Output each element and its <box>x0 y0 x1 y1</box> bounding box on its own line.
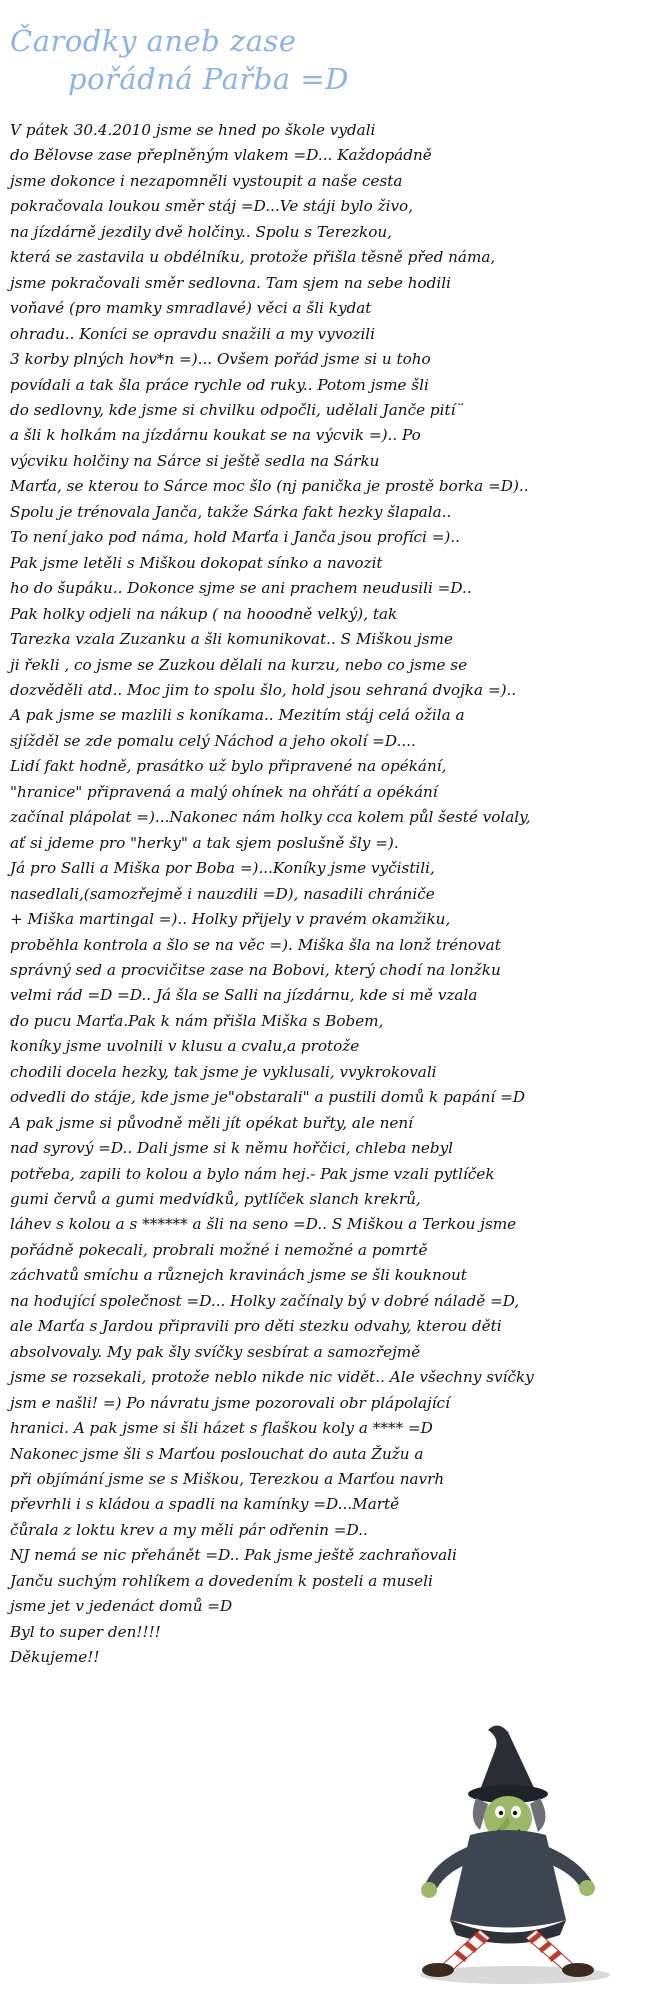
story-line: do Bělovse zase přeplněným vlakem =D... Každopádně <box>10 146 432 165</box>
story-line: ale Marťa s Jardou připravili pro děti stezku odvahy, kterou děti <box>10 1317 502 1336</box>
story-line: láhev s kolou a s ****** a šli na seno =D.. S Miškou a Terkou jsme <box>10 1215 517 1234</box>
witch-illustration <box>330 1720 650 1990</box>
story-line: V pátek 30.4.2010 jsme se hned po škole vydali <box>10 121 376 139</box>
story-line: "hranice" připravená a malý ohínek na ohřátí a opékání <box>10 782 438 801</box>
dress-shape <box>450 1830 566 1928</box>
story-line: povídali a tak šla práce rychle od ruky.. Potom jsme šli <box>10 375 429 394</box>
story-line: ji řekli , co jsme se Zuzkou dělali na kurzu, nebo co jsme se <box>10 655 468 674</box>
story-line: Marťa, se kterou to Sárce moc šlo (nj panička je prostě borka =D).. <box>10 477 529 496</box>
story-line: + Miška martingal =).. Holky přijely v pravém okamžiku, <box>10 910 451 929</box>
pupil-right-shape <box>513 1811 517 1815</box>
story-line: To není jako pod náma, hold Marťa i Janča jsou profíci =).. <box>10 528 460 547</box>
story-line: Byl to super den!!!! <box>10 1622 161 1641</box>
story-line: potřeba, zapili to kolou a bylo nám hej.- Pak jsme vzali pytlíček <box>10 1164 495 1183</box>
story-line: Janču suchým rohlíkem a dovedením k posteli a museli <box>10 1571 433 1590</box>
story-line: Pak jsme letěli s Miškou dokopat sínko a navozit <box>10 553 383 572</box>
story-line: proběhla kontrola a šlo se na věc =). Miška šla na lonž trénovat <box>10 935 501 954</box>
story-line: do sedlovny, kde jsme si chvilku odpočli, udělali Janče pití¨ <box>10 400 464 419</box>
pupil-left-shape <box>499 1811 503 1815</box>
story-line: která se zastavila u obdélníku, protože přišla těsně před náma, <box>10 248 496 267</box>
story-line: dozvěděli atd.. Moc jim to spolu šlo, hold jsou sehraná dvojka =).. <box>10 680 517 699</box>
story-line: správný sed a procvičitse zase na Bobovi, který chodí na lonžku <box>10 960 501 979</box>
story-line: chodili docela hezky, tak jsme je vyklusali, vvykrokovali <box>10 1062 437 1081</box>
story-line: nad syrový =D.. Dali jsme si k němu hořčici, chleba nebyl <box>10 1139 454 1158</box>
story-line: jsme pokračovali směr sedlovna. Tam sjem na sebe hodili <box>10 273 451 292</box>
story-line: gumi červů a gumi medvídků, pytlíček slanch krekrů, <box>10 1190 421 1209</box>
story-line: Nakonec jsme šli s Marťou poslouchat do auta Žužu a <box>10 1444 424 1463</box>
story-line: do pucu Marťa.Pak k nám přišla Miška s Bobem, <box>10 1011 384 1030</box>
story-line: jsme dokonce i nezapomněli vystoupit a naše cesta <box>10 171 403 190</box>
story-line: jsm e našli! =) Po návratu jsme pozorovali obr plápolající <box>10 1393 450 1412</box>
story-line: jsme jet v jedenáct domů =D <box>10 1597 233 1616</box>
story-line: Děkujeme!! <box>10 1648 100 1667</box>
story-line: koníky jsme uvolnili v klusu a cvalu,a protože <box>10 1037 360 1056</box>
title-line-2: pořádná Pařba =D <box>68 62 349 96</box>
story-line: převrhli i s kládou a spadli na kamínky =D...Martě <box>10 1495 400 1514</box>
article-title <box>10 22 349 98</box>
story-line: Pak holky odjeli na nákup ( na hooodně velký), tak <box>10 604 398 623</box>
story-line: Já pro Salli a Miška por Boba =)...Koníky jsme vyčistili, <box>10 859 435 878</box>
story-line: Lidí fakt hodně, prasátko už bylo připravené na opékání, <box>10 757 447 776</box>
story-line: A pak jsme se mazlili s koníkama.. Mezitím stáj celá ožila a <box>10 706 465 725</box>
article-body <box>10 118 645 1671</box>
story-line: záchvatů smíchu a různejch kravinách jsme se šli kouknout <box>10 1266 467 1285</box>
hand-right-shape <box>579 1880 595 1896</box>
hair-right-shape <box>530 1798 546 1832</box>
hat-shape <box>480 1725 536 1792</box>
story-line: pořádně pokecali, probrali možné i nemožné a pomrtě <box>10 1240 428 1259</box>
story-line: 3 korby plných hov*n =)... Ovšem pořád jsme si u toho <box>10 350 431 369</box>
story-line: nasedlali,(samozřejmě i nauzdili =D), nasadili chrániče <box>10 884 435 903</box>
hand-left-shape <box>421 1882 437 1898</box>
story-line: jsme se rozsekali, protože neblo nikde nic vidět.. Ale všechny svíčky <box>10 1368 534 1387</box>
story-line: Tarezka vzala Zuzanku a šli komunikovat.. S Miškou jsme <box>10 630 453 649</box>
story-line: pokračovala loukou směr stáj =D...Ve stáji bylo živo, <box>10 197 414 216</box>
story-line: A pak jsme si původně měli jít opékat buřty, ale není <box>10 1113 414 1132</box>
story-line: sjížděl se zde pomalu celý Náchod a jeho okolí =D.... <box>10 731 416 750</box>
story-line: a šli k holkám na jízdárnu koukat se na výcvik =).. Po <box>10 426 421 445</box>
title-line-1: Čarodky aneb zase <box>10 24 297 58</box>
story-line: při objímání jsme se s Miškou, Terezkou a Marťou navrh <box>10 1470 445 1489</box>
story-line: ho do šupáku.. Dokonce sjme se ani prachem neudusili =D.. <box>10 579 472 598</box>
story-line: absolvovaly. My pak šly svíčky sesbírat a samozřejmě <box>10 1342 421 1361</box>
story-line: výcviku holčiny na Sárce si ještě sedla na Sárku <box>10 451 380 470</box>
story-line: hranici. A pak jsme si šli házet s flaškou koly a **** =D <box>10 1419 433 1438</box>
story-line: velmi rád =D =D.. Já šla se Salli na jízdárnu, kde si mě vzala <box>10 986 478 1005</box>
story-line: ať si jdeme pro "herky" a tak sjem poslušně šly =). <box>10 833 399 852</box>
story-line: na jízdárně jezdily dvě holčiny.. Spolu s Terezkou, <box>10 222 392 241</box>
story-line: Spolu je trénovala Janča, takže Sárka fakt hezky šlapala.. <box>10 502 452 521</box>
story-line: začínal plápolat =)...Nakonec nám holky cca kolem půl šesté volaly, <box>10 808 531 827</box>
story-line: čůrala z loktu krev a my měli pár odřenin =D.. <box>10 1520 368 1539</box>
story-line: ohradu.. Koníci se opravdu snažili a my vyvozili <box>10 324 376 343</box>
story-line: odvedli do stáje, kde jsme je"obstarali" a pustili domů k papání =D <box>10 1088 526 1107</box>
story-line: NJ nemá se nic přehánět =D.. Pak jsme ještě zachraňovali <box>10 1546 457 1565</box>
story-line: voňavé (pro mamky smradlavé) věci a šli kydat <box>10 299 372 318</box>
story-line: na hodující společnost =D... Holky začínaly bý v dobré náladě =D, <box>10 1291 520 1310</box>
